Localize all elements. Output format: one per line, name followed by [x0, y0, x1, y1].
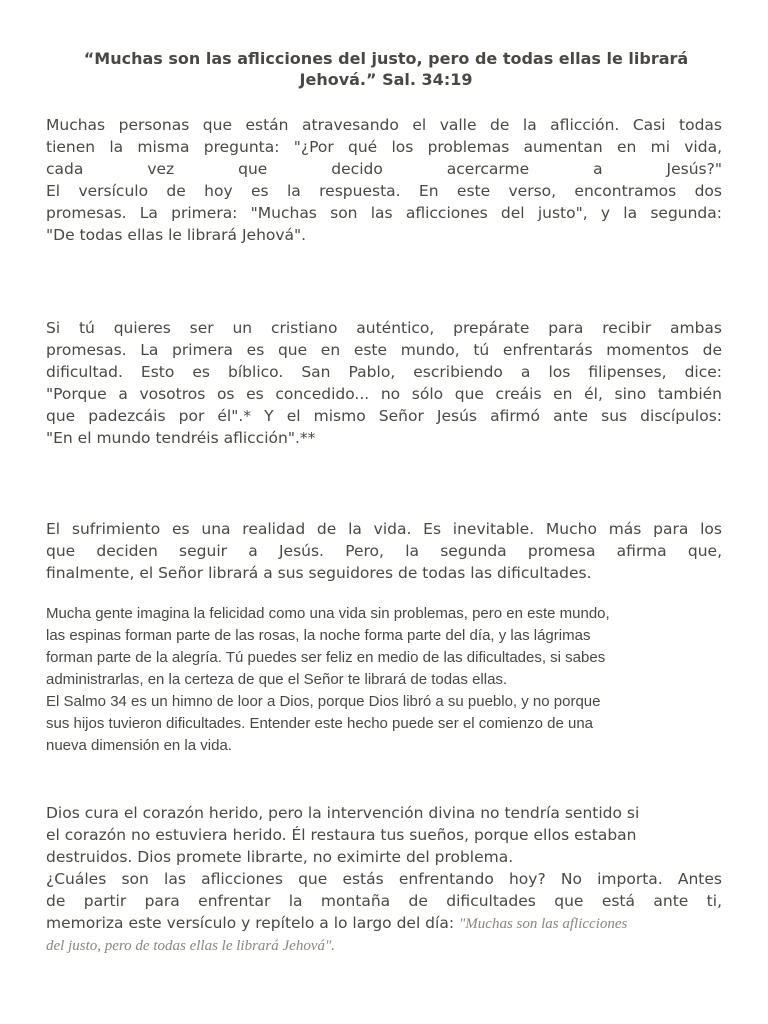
paragraph-line: que deciden seguir a Jesús. Pero, la segunda promesa afirma que, — [46, 542, 722, 560]
paragraph-line-with-quote — [46, 912, 722, 935]
paragraph-line: el corazón no estuviera herido. Él restaura tus sueños, porque ellos estaban — [46, 826, 637, 844]
paragraph-5 — [46, 802, 722, 957]
paragraph-line: promesas. La primera: "Muchas son las aflicciones del justo", y la segunda: — [46, 204, 722, 222]
paragraph-4 — [46, 603, 726, 757]
paragraph-line-text: memoriza este versículo y repítelo a lo largo del día: — [46, 914, 455, 932]
paragraph-line: cada vez que decido acercarme a Jesús?" — [46, 160, 722, 178]
scripture-quote-part-1: "Muchas son las aflicciones — [459, 916, 628, 932]
paragraph-line: El sufrimiento es una realidad de la vida. Es inevitable. Mucho más para los — [46, 520, 722, 538]
paragraph-line: "En el mundo tendréis aflicción".** — [46, 429, 316, 447]
paragraph-line: Si tú quieres ser un cristiano auténtico, prepárate para recibir ambas — [46, 319, 722, 337]
paragraph-line: administrarlas, en la certeza de que el Señor te librará de todas ellas. — [46, 671, 508, 688]
paragraph-line: "Porque a vosotros os es concedido... no sólo que creáis en él, sino también — [46, 385, 722, 403]
paragraph-line: nueva dimensión en la vida. — [46, 737, 232, 754]
paragraph-line: forman parte de la alegría. Tú puedes ser feliz en medio de las dificultades, si sabes — [46, 649, 606, 666]
paragraph-line: sus hijos tuvieron dificultades. Entender este hecho puede ser el comienzo de una — [46, 715, 594, 732]
scripture-quote-part-2: del justo, pero de todas ellas le librará Jehová". — [46, 938, 336, 954]
paragraph-line: las espinas forman parte de las rosas, la noche forma parte del día, y las lágrimas — [46, 627, 591, 644]
title-line-2: Jehová.” Sal. 34:19 — [299, 70, 473, 89]
paragraph-1 — [46, 114, 722, 246]
paragraph-line: dificultad. Esto es bíblico. San Pablo, escribiendo a los filipenses, dice: — [46, 363, 722, 381]
paragraph-line: tienen la misma pregunta: "¿Por qué los problemas aumentan en mi vida, — [46, 138, 722, 156]
paragraph-line: promesas. La primera es que en este mundo, tú enfrentarás momentos de — [46, 341, 722, 359]
paragraph-line: El versículo de hoy es la respuesta. En este verso, encontramos dos — [46, 182, 722, 200]
paragraph-line: Mucha gente imagina la felicidad como una vida sin problemas, pero en este mundo, — [46, 605, 610, 622]
paragraph-3 — [46, 518, 722, 584]
paragraph-line: El Salmo 34 es un himno de loor a Dios, porque Dios libró a su pueblo, y no porque — [46, 693, 601, 710]
paragraph-line: ¿Cuáles son las aflicciones que estás enfrentando hoy? No importa. Antes — [46, 870, 722, 888]
paragraph-line: destruidos. Dios promete librarte, no eximirte del problema. — [46, 848, 514, 866]
paragraph-line: Muchas personas que están atravesando el valle de la aflicción. Casi todas — [46, 116, 722, 134]
title-line-1: “Muchas son las aflicciones del justo, pero de todas ellas le librará — [83, 49, 689, 68]
paragraph-2 — [46, 317, 722, 449]
paragraph-line: "De todas ellas le librará Jehová". — [46, 226, 307, 244]
paragraph-line: Dios cura el corazón herido, pero la intervención divina no tendría sentido si — [46, 804, 640, 822]
page-title — [46, 48, 726, 90]
paragraph-line: que padezcáis por él".* Y el mismo Señor Jesús afirmó ante sus discípulos: — [46, 407, 722, 425]
paragraph-line: de partir para enfrentar la montaña de dificultades que está ante ti, — [46, 892, 722, 910]
paragraph-line: finalmente, el Señor librará a sus seguidores de todas las dificultades. — [46, 564, 592, 582]
